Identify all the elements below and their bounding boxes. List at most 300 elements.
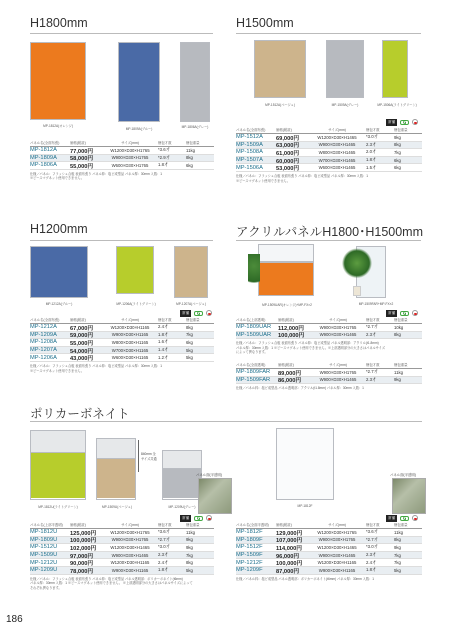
row-size: W1200×D30×H1765 bbox=[317, 529, 357, 535]
col-header-price: 価格(税抜) bbox=[278, 363, 294, 367]
green-mark-icon: G bbox=[194, 516, 203, 522]
row-code: MP-1208A bbox=[30, 339, 57, 346]
col-header-weight: 梱包重量 bbox=[186, 141, 200, 145]
row-weight: 9kg bbox=[186, 537, 193, 543]
col-header-size: サイズ(mm) bbox=[329, 318, 347, 322]
acrylic-clear-photo bbox=[342, 244, 410, 300]
table-row bbox=[236, 332, 422, 340]
row-volume: *2.7才 bbox=[158, 536, 170, 542]
row-price: 107,000円 bbox=[276, 538, 303, 545]
panel-mp-1509u bbox=[96, 438, 136, 500]
row-volume: 2.3才 bbox=[366, 552, 377, 558]
row-weight: 5kg bbox=[186, 567, 193, 573]
frosted-label-left: パネル面(半透明) bbox=[196, 473, 222, 477]
acrylic-title: アクリルパネルH1800･H1500mm bbox=[236, 225, 423, 239]
table-row bbox=[30, 559, 214, 567]
table-row bbox=[236, 324, 422, 332]
row-size: W900×D30×H1165 bbox=[111, 567, 149, 573]
table-row bbox=[236, 544, 422, 552]
caption-mp-1509a: MP-1509A(グレー) bbox=[331, 103, 359, 107]
panel-mp-1812u bbox=[30, 430, 86, 500]
row-weight: 11kg bbox=[394, 529, 403, 535]
row-volume: *3.0才 bbox=[366, 134, 378, 140]
h1500-badges bbox=[386, 119, 418, 126]
row-code: MP-1509F bbox=[236, 552, 263, 559]
row-volume: 1.8才 bbox=[158, 162, 169, 168]
row-volume: 1.8才 bbox=[158, 331, 169, 337]
row-price: 77,000円 bbox=[70, 148, 94, 155]
polycarbonate-rule bbox=[30, 421, 422, 422]
dimension-note: 840mm 全サイズ共通 bbox=[141, 452, 157, 461]
row-price: 89,000円 bbox=[278, 370, 302, 377]
row-size: W700×D30×H1465 bbox=[318, 157, 356, 163]
row-size: W1200×D30×H1765 bbox=[110, 529, 150, 535]
row-volume: 2.4才 bbox=[158, 324, 169, 330]
plant-icon bbox=[342, 248, 372, 286]
row-volume: 1.5才 bbox=[366, 164, 377, 170]
row-size: W900×D30×H1765 bbox=[319, 369, 357, 375]
table-row bbox=[236, 552, 422, 560]
row-price: 60,000円 bbox=[276, 158, 300, 165]
row-code: MP-1206A bbox=[30, 354, 57, 361]
row-code: MP-1806A bbox=[30, 162, 57, 169]
row-size: W600×D30×H1165 bbox=[111, 355, 149, 361]
table-row bbox=[30, 529, 214, 537]
row-weight: 7kg bbox=[186, 552, 193, 558]
row-volume: *3.0才 bbox=[366, 544, 378, 550]
row-code: MP-1512F bbox=[236, 544, 263, 551]
row-price: 63,000円 bbox=[276, 143, 300, 150]
table-row bbox=[30, 339, 214, 347]
caption-mp-1509far: MP-1509FAR+MP-FX×2 bbox=[358, 302, 394, 306]
row-volume: *2.7才 bbox=[366, 324, 378, 330]
table-header bbox=[30, 139, 214, 147]
fabric-body bbox=[31, 453, 85, 498]
row-code: MP-1507A bbox=[236, 157, 263, 164]
table-row bbox=[30, 552, 214, 560]
row-weight: 11kg bbox=[394, 369, 403, 375]
row-price: 61,000円 bbox=[276, 150, 300, 157]
table-row bbox=[236, 157, 422, 165]
col-header-name: パネル名(上部半透明) bbox=[30, 523, 63, 527]
row-weight: 7kg bbox=[394, 149, 401, 155]
fabric-body bbox=[97, 459, 135, 498]
col-header-name: パネル名(全面半透明) bbox=[236, 523, 269, 527]
col-header-price: 価格(税抜) bbox=[276, 128, 292, 132]
row-volume: 2.4才 bbox=[158, 559, 169, 565]
row-volume: 2.3才 bbox=[366, 331, 377, 337]
table-row bbox=[30, 155, 214, 163]
col-header-price: 価格(税抜) bbox=[70, 141, 86, 145]
panel-mp-1809a bbox=[118, 42, 160, 122]
row-volume: *2.7才 bbox=[366, 369, 378, 375]
caption-mp-1806a: MP-1806A(グレー) bbox=[181, 125, 209, 129]
table-row bbox=[30, 544, 214, 552]
row-code: MP-1812U bbox=[30, 529, 58, 536]
col-header-weight: 梱包重量 bbox=[394, 363, 408, 367]
col-header-size: サイズ(mm) bbox=[328, 128, 346, 132]
table-row bbox=[236, 377, 422, 385]
row-size: W1200×D30×H1165 bbox=[110, 560, 150, 566]
row-price: 102,000円 bbox=[70, 545, 97, 552]
row-price: 96,000円 bbox=[276, 553, 300, 560]
col-header-weight: 梱包重量 bbox=[186, 318, 200, 322]
note-line: 仕様／パネル枠：塩ビ成型品 パネル透明部：ポリカーボネイト(t6mm) パネル厚：30mm 入数：1 bbox=[236, 576, 375, 581]
row-volume: *3.6才 bbox=[158, 529, 170, 535]
h1500-table bbox=[236, 126, 422, 183]
row-code: MP-1812F bbox=[236, 529, 263, 536]
row-code: MP-1809A bbox=[30, 154, 57, 161]
note-line: ※ピースマグネット使用できません。 bbox=[30, 176, 84, 181]
row-code: MP-1209A bbox=[30, 331, 57, 338]
col-header-volume: 梱包才数 bbox=[366, 363, 380, 367]
note-line: ※ピースマグネット使用できません。 bbox=[236, 178, 290, 183]
row-price: 129,000円 bbox=[276, 530, 303, 537]
row-code: MP-1509UAR bbox=[236, 331, 272, 338]
row-volume: 1.8才 bbox=[366, 157, 377, 163]
table-body bbox=[236, 529, 422, 575]
row-code: MP-1512U bbox=[30, 544, 58, 551]
japan-flag-icon bbox=[412, 119, 418, 125]
col-header-volume: 梱包才数 bbox=[158, 141, 172, 145]
acrylic-orange-body bbox=[258, 262, 314, 296]
row-price: 114,000円 bbox=[276, 545, 302, 552]
row-size: W1200×D30×H1465 bbox=[317, 134, 357, 140]
table-header bbox=[236, 126, 422, 134]
stock-badge: 常備 bbox=[388, 311, 396, 315]
polycarbonate-title: ポリカーボネイト bbox=[30, 407, 130, 421]
table-row bbox=[236, 149, 422, 157]
row-weight: 6kg bbox=[186, 162, 193, 168]
green-mark-icon: G bbox=[400, 516, 409, 522]
table-row bbox=[236, 529, 422, 537]
row-price: 55,000円 bbox=[70, 340, 94, 347]
col-header-weight: 梱包重量 bbox=[394, 523, 408, 527]
acrylic-orange-photo bbox=[258, 244, 314, 298]
row-volume: 1.2才 bbox=[158, 354, 169, 360]
caption-mp-1512a: MP-1512A(ベージュ) bbox=[265, 103, 295, 107]
row-size: W900×D30×H1465 bbox=[318, 552, 356, 558]
col-header-size: サイズ(mm) bbox=[121, 141, 139, 145]
note-line: パネル厚：30mm 入数：1 ※ピースマグネット使用できません。 ※上部透明部分の大きさはパネルサイズによって bbox=[30, 581, 193, 586]
h1800-table bbox=[30, 139, 214, 181]
note-line: ※ピースマグネット使用できません。 bbox=[30, 368, 84, 373]
row-volume: 2.0才 bbox=[366, 149, 377, 155]
row-weight: 7kg bbox=[394, 560, 401, 566]
row-price: 87,000円 bbox=[276, 568, 300, 575]
panel-mp-1806a bbox=[180, 42, 210, 122]
acrylic-top-clear bbox=[258, 244, 314, 262]
col-header-volume: 梱包才数 bbox=[366, 523, 380, 527]
caption-mp-1509u: MP-1509U(ベージュ) bbox=[102, 505, 132, 509]
table-header bbox=[236, 521, 422, 529]
table-row bbox=[30, 354, 214, 362]
row-volume: 2.3才 bbox=[366, 376, 377, 382]
frosted-label-right: パネル面(半透明) bbox=[390, 473, 416, 477]
acrylic-rule bbox=[236, 240, 421, 241]
row-code: MP-1506A bbox=[236, 164, 263, 171]
table-row bbox=[236, 537, 422, 545]
row-price: 53,000円 bbox=[276, 166, 300, 173]
row-price: 100,000円 bbox=[276, 561, 303, 568]
col-header-name: パネル名(全面布張) bbox=[236, 128, 266, 132]
col-header-size: サイズ(mm) bbox=[329, 363, 347, 367]
row-code: MP-1209U bbox=[30, 567, 58, 574]
row-code: MP-1508A bbox=[236, 149, 263, 156]
frosted-sample-right bbox=[392, 478, 426, 514]
row-size: W900×D30×H1465 bbox=[319, 377, 357, 383]
row-weight: 7kg bbox=[186, 332, 193, 338]
col-header-weight: 梱包重量 bbox=[394, 128, 408, 132]
h1800-title: H1800mm bbox=[30, 16, 88, 30]
row-size: W1200×D30×H1465 bbox=[317, 544, 357, 550]
frosted-sample-left bbox=[198, 478, 232, 514]
caption-mp-1809a: MP-1809A(ブルー) bbox=[125, 127, 153, 131]
row-volume: 2.3才 bbox=[366, 141, 377, 147]
note-line: 仕様／パネル：フラッシュ合板 表面布張り パネル枠：塩ビ成型品 パネル厚：30mm 入数：1 bbox=[236, 173, 368, 178]
table-row bbox=[30, 537, 214, 545]
row-weight: 8kg bbox=[186, 155, 193, 161]
row-price: 58,000円 bbox=[70, 156, 94, 163]
col-header-volume: 梱包才数 bbox=[158, 318, 172, 322]
row-weight: 7kg bbox=[394, 552, 401, 558]
table-row bbox=[30, 324, 214, 332]
row-price: 90,000円 bbox=[70, 561, 94, 568]
row-weight: 9kg bbox=[186, 544, 193, 550]
note-line: 仕様／パネル：フラッシュ合板 表面布張り パネル枠：塩ビ成型品 パネル厚：30mm 入数：1 bbox=[30, 171, 162, 176]
row-price: 100,000円 bbox=[70, 538, 97, 545]
row-weight: 9kg bbox=[394, 134, 401, 140]
green-mark-icon: G bbox=[400, 120, 409, 126]
row-weight: 5kg bbox=[186, 355, 193, 361]
h1200-title: H1200mm bbox=[30, 222, 88, 236]
acrylic-table bbox=[236, 316, 422, 355]
table-body bbox=[30, 529, 214, 575]
panel-mp-1209a bbox=[116, 246, 154, 294]
row-weight: 10kg bbox=[394, 324, 404, 330]
caption-mp-1509uar: MP-1509UAR(オレンジ)+MP-FX×2 bbox=[262, 303, 312, 307]
row-code: MP-1509FAR bbox=[236, 376, 271, 383]
row-price: 54,000円 bbox=[70, 348, 94, 355]
note-line: 仕様／パネル：フラッシュ合板 表面布張り パネル枠：塩ビ成型品 パネル透明部：ポリカーボネイト(t6mm) bbox=[30, 576, 183, 581]
h1200-table bbox=[30, 316, 214, 373]
row-size: W900×D30×H1465 bbox=[319, 332, 357, 338]
table-body bbox=[236, 134, 422, 172]
caption-mp-1212a: MP-1212A(ブルー) bbox=[45, 302, 73, 306]
row-size: W600×D30×H1465 bbox=[318, 165, 356, 171]
caption-mp-1812a: MP-1812A(オレンジ) bbox=[43, 124, 73, 128]
row-volume: 1.6才 bbox=[158, 339, 169, 345]
caption-mp-1812f: MP-1812F bbox=[297, 504, 313, 508]
table-row bbox=[236, 142, 422, 150]
table-row bbox=[236, 134, 422, 142]
row-volume: 2.3才 bbox=[158, 552, 169, 558]
col-header-size: サイズ(mm) bbox=[121, 523, 139, 527]
row-weight: 8kg bbox=[186, 560, 193, 566]
table-body bbox=[30, 324, 214, 362]
col-header-size: サイズ(mm) bbox=[328, 523, 346, 527]
row-size: W1200×D30×H1165 bbox=[110, 324, 150, 330]
row-code: MP-1812A bbox=[30, 147, 57, 154]
row-weight: 8kg bbox=[186, 324, 193, 330]
row-price: 67,000円 bbox=[70, 325, 94, 332]
stock-badge: 常備 bbox=[388, 516, 396, 520]
col-header-name: パネル名(全面布張) bbox=[30, 318, 60, 322]
note-line: 仕様／パネル：フラッシュ合板 表面布張り パネル枠：塩ビ成型品 パネル透明部：アクリル(t1.8mm) bbox=[236, 341, 379, 346]
row-code: MP-1212F bbox=[236, 559, 263, 566]
row-volume: 1.4才 bbox=[158, 347, 169, 353]
row-volume: *2.7才 bbox=[366, 536, 378, 542]
table-body bbox=[236, 324, 422, 339]
panel-mp-1812a bbox=[30, 42, 86, 120]
row-volume: 1.8才 bbox=[158, 567, 169, 573]
row-volume: *3.6才 bbox=[366, 529, 378, 535]
polycarbonate-table-right bbox=[236, 521, 422, 581]
green-mark-icon: G bbox=[400, 311, 409, 317]
row-size: W900×D30×H1465 bbox=[318, 142, 356, 148]
row-code: MP-1209F bbox=[236, 567, 263, 574]
row-volume: 1.8才 bbox=[366, 567, 377, 573]
row-size: W900×D30×H1765 bbox=[111, 537, 149, 543]
h1200-rule bbox=[30, 240, 213, 241]
col-header-price: 価格(税抜) bbox=[276, 523, 292, 527]
table-row bbox=[236, 567, 422, 575]
note-line: パネル厚：30mm 入数：1 ※ピースマグネット使用できません。※上部透明部分の大きさはパネルサイズ bbox=[236, 345, 386, 350]
row-code: MP-1809U bbox=[30, 536, 58, 543]
col-header-size: サイズ(mm) bbox=[121, 318, 139, 322]
col-header-name: パネル名(全面透明) bbox=[236, 363, 266, 367]
row-size: W700×D30×H1165 bbox=[111, 347, 149, 353]
table-body bbox=[236, 369, 422, 384]
table-header bbox=[236, 316, 422, 324]
dimension-marker bbox=[138, 440, 139, 472]
table-body bbox=[30, 147, 214, 170]
row-weight: 6kg bbox=[394, 157, 401, 163]
row-weight: 9kg bbox=[394, 544, 401, 550]
table-row bbox=[30, 347, 214, 355]
h1800-rule bbox=[30, 33, 213, 34]
row-code: MP-1207A bbox=[30, 347, 57, 354]
col-header-volume: 梱包才数 bbox=[366, 318, 380, 322]
page-number: 186 bbox=[6, 614, 23, 625]
acrylic-table-2 bbox=[236, 361, 422, 391]
col-header-weight: 梱包重量 bbox=[186, 523, 200, 527]
row-size: W900×D30×H1765 bbox=[319, 324, 357, 330]
row-size: W900×D30×H1165 bbox=[318, 567, 356, 573]
row-size: W1200×D30×H1165 bbox=[317, 560, 357, 566]
row-volume: 2.4才 bbox=[366, 559, 377, 565]
col-header-weight: 梱包重量 bbox=[394, 318, 408, 322]
row-volume: *3.0才 bbox=[158, 544, 170, 550]
row-size: W900×D30×H1765 bbox=[318, 537, 356, 543]
row-weight: 8kg bbox=[394, 332, 401, 338]
row-volume: *2.9才 bbox=[158, 154, 170, 160]
row-weight: 11kg bbox=[186, 529, 195, 535]
table-row bbox=[30, 162, 214, 170]
col-header-price: 価格(税抜) bbox=[278, 318, 294, 322]
caption-mp-1506a: MP-1506A(ライトグリーン) bbox=[377, 103, 417, 107]
panel-mp-1207a bbox=[174, 246, 208, 298]
row-size: W1200×D30×H1765 bbox=[110, 147, 150, 153]
table-header bbox=[30, 521, 214, 529]
row-price: 69,000円 bbox=[276, 135, 300, 142]
row-code: MP-1809UAR bbox=[236, 324, 272, 331]
row-weight: 6kg bbox=[186, 339, 193, 345]
row-price: 78,000円 bbox=[70, 568, 94, 575]
row-price: 86,000円 bbox=[278, 378, 302, 385]
row-price: 112,000円 bbox=[278, 325, 304, 332]
row-weight: 9kg bbox=[394, 377, 401, 383]
row-weight: 8kg bbox=[394, 537, 401, 543]
stock-badge: 常備 bbox=[182, 311, 190, 315]
row-code: MP-1509A bbox=[236, 141, 263, 148]
col-header-price: 価格(税抜) bbox=[70, 523, 86, 527]
row-size: W800×D30×H1465 bbox=[318, 149, 356, 155]
polycarbonate-table-left bbox=[30, 521, 214, 590]
note-line: それぞれ異なります。 bbox=[30, 585, 62, 590]
table-notes bbox=[30, 577, 214, 591]
table-notes bbox=[236, 341, 422, 355]
caption-mp-1207a: MP-1207A(ベージュ) bbox=[176, 302, 206, 306]
table-row bbox=[236, 369, 422, 377]
row-price: 55,000円 bbox=[70, 163, 94, 170]
col-header-name: パネル名(上部透明) bbox=[236, 318, 266, 322]
row-size: W1200×D30×H1465 bbox=[110, 544, 150, 550]
table-row bbox=[30, 147, 214, 155]
caption-mp-1209a: MP-1206A(ライトグリーン) bbox=[116, 302, 156, 306]
panel-mp-1512a bbox=[254, 40, 306, 98]
row-size: W900×D30×H1165 bbox=[111, 332, 149, 338]
row-code: MP-1212A bbox=[30, 324, 57, 331]
table-notes bbox=[30, 172, 214, 181]
row-price: 43,000円 bbox=[70, 356, 94, 363]
frosted-top bbox=[97, 439, 135, 459]
row-weight: 8kg bbox=[394, 142, 401, 148]
stock-badge: 常備 bbox=[388, 120, 396, 124]
panel-mp-1212a bbox=[30, 246, 88, 298]
table-notes bbox=[30, 364, 214, 373]
row-size: W900×D30×H1465 bbox=[111, 552, 149, 558]
note-line: 仕様／パネル枠：塩ビ成型品 パネル透明部：アクリル(t1.8mm) パネル厚：30mm 入数：1 bbox=[236, 386, 364, 391]
table-notes bbox=[236, 386, 422, 391]
row-code: MP-1512A bbox=[236, 134, 263, 141]
row-code: MP-1212U bbox=[30, 559, 58, 566]
col-header-volume: 梱包才数 bbox=[158, 523, 172, 527]
row-price: 125,000円 bbox=[70, 530, 97, 537]
plant-pot-icon bbox=[353, 286, 361, 296]
h1500-rule bbox=[236, 33, 421, 34]
row-price: 100,000円 bbox=[278, 333, 305, 340]
row-weight: 6kg bbox=[394, 165, 401, 171]
row-price: 97,000円 bbox=[70, 553, 94, 560]
table-header bbox=[30, 316, 214, 324]
col-header-volume: 梱包才数 bbox=[366, 128, 380, 132]
row-code: MP-1809F bbox=[236, 536, 263, 543]
row-size: W600×D30×H1765 bbox=[111, 162, 149, 168]
col-header-price: 価格(税抜) bbox=[70, 318, 86, 322]
panel-mp-1812f bbox=[276, 428, 334, 500]
frosted-top bbox=[163, 451, 201, 469]
note-line: 仕様／パネル：フラッシュ合板 表面布張り パネル枠：塩ビ成型品 パネル厚：30mm 入数：1 bbox=[30, 363, 162, 368]
row-size: W900×D30×H1765 bbox=[111, 155, 149, 161]
h1500-title: H1500mm bbox=[236, 16, 294, 30]
frosted-top bbox=[31, 431, 85, 453]
panel-mp-1509a bbox=[326, 40, 364, 98]
stock-badge: 常備 bbox=[182, 516, 190, 520]
caption-mp-1812u: MP-1812U(ライトグリーン) bbox=[38, 505, 78, 509]
table-notes bbox=[236, 577, 422, 582]
row-weight: 5kg bbox=[186, 347, 193, 353]
